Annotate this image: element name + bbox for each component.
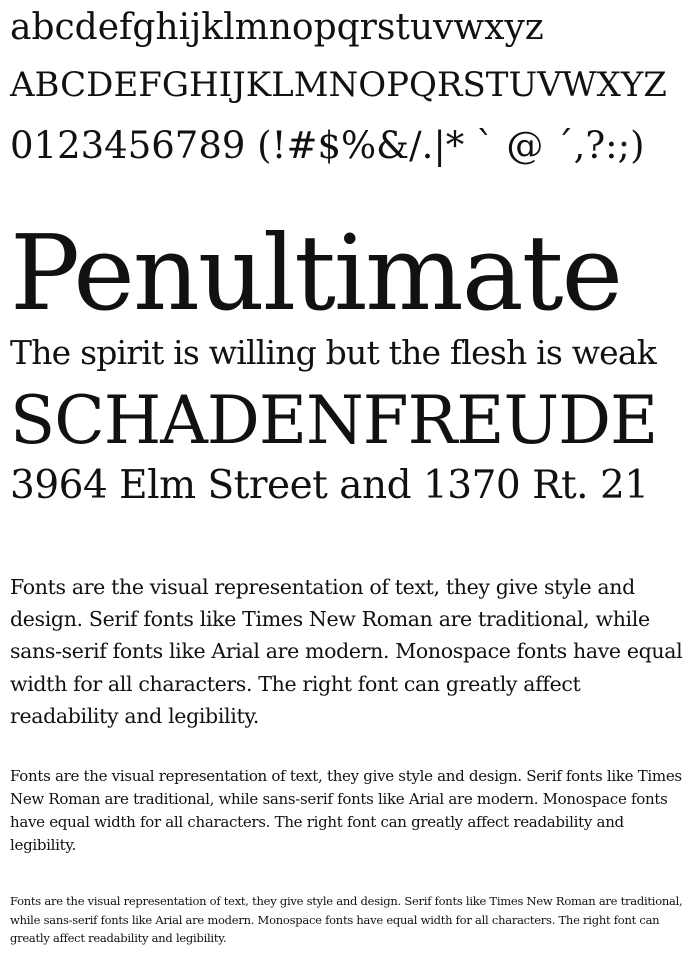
uppercase-word: SCHADENFREUDE [10, 382, 658, 459]
sample-sentence: The spirit is willing but the flesh is weak [10, 333, 656, 372]
uppercase-alphabet: ABCDEFGHIJKLMNOPQRSTUVWXYZ [10, 65, 667, 105]
paragraph-large: Fonts are the visual representation of text, they give style and design. Serif fonts like Times New Roman are traditional, while sans-serif fonts like Arial are modern. Monospace fonts have equal width for all characters. The right font can greatly affect readability and legibility. [10, 575, 683, 728]
digits-and-symbols: 0123456789 (!#$%&/.|* ` @ ´,?:;) [10, 124, 645, 167]
paragraph-small: Fonts are the visual representation of text, they give style and design. Serif fonts like Times New Roman are traditional, while sans-serif fonts like Arial are modern. Monospace fonts have equal width for all characters. The right font can greatly affect readability and legibility. [10, 894, 683, 945]
sample-address: 3964 Elm Street and 1370 Rt. 21 [10, 463, 649, 508]
paragraph-medium: Fonts are the visual representation of text, they give style and design. Serif fonts like Times New Roman are traditional, while sans-serif fonts like Arial are modern. Monospace fonts have equal width for all characters. The right font can greatly affect readability and legibility. [10, 767, 682, 854]
headline-word: Penultimate [10, 212, 622, 334]
lowercase-alphabet: abcdefghijklmnopqrstuvwxyz [10, 7, 544, 48]
